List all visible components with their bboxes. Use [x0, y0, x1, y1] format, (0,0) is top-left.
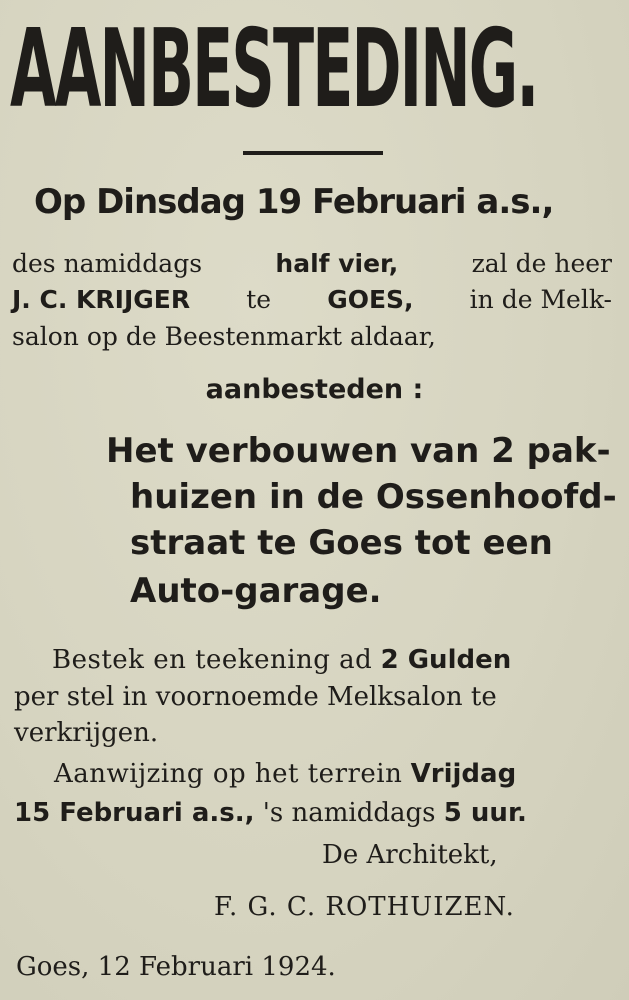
inspection-day: Vrijdag	[410, 759, 517, 789]
intro-line-2	[12, 283, 612, 316]
intro-text: te	[246, 285, 272, 314]
inspection-date: 15 Februari a.s.,	[14, 798, 255, 828]
action-heading: aanbesteden :	[205, 374, 424, 405]
intro-time: half vier,	[275, 249, 399, 278]
details-text: Aanwijzing op het terrein	[54, 759, 403, 789]
contractor-name: J. C. KRIJGER	[12, 285, 191, 314]
details-line-3: verkrijgen.	[14, 718, 159, 748]
details-line-1	[52, 643, 511, 677]
inspection-time: 5 uur.	[443, 798, 527, 828]
title-divider	[243, 151, 383, 155]
intro-text: des namiddags	[12, 249, 203, 278]
details-line-5	[14, 796, 527, 830]
advertisement-title: AANBESTEDING.	[10, 7, 538, 132]
intro-text: zal de heer	[471, 249, 612, 278]
intro-line-3: salon op de Beestenmarkt aldaar,	[12, 322, 436, 351]
town-name: GOES,	[327, 285, 414, 314]
place-and-date: Goes, 12 Februari 1924.	[16, 952, 336, 982]
work-line-2: huizen in de Ossenhoofd-	[130, 477, 617, 517]
signature-name: F. G. C. ROTHUIZEN.	[214, 892, 515, 922]
intro-line-1	[12, 247, 612, 280]
tender-date-line: Op Dinsdag 19 Februari a.s.,	[34, 182, 554, 222]
details-text: Bestek en teekening ad	[52, 645, 373, 675]
work-line-3: straat te Goes tot een	[130, 523, 553, 563]
details-text: 's namiddags	[262, 798, 436, 828]
signature-role: De Architekt,	[322, 840, 498, 870]
intro-text: in de Melk-	[469, 285, 612, 314]
details-line-2: per stel in voornoemde Melksalon te	[14, 682, 497, 712]
work-line-4: Auto-garage.	[130, 571, 382, 611]
work-line-1: Het verbouwen van 2 pak-	[106, 431, 611, 471]
price: 2 Gulden	[380, 645, 512, 675]
details-line-4	[54, 757, 516, 791]
